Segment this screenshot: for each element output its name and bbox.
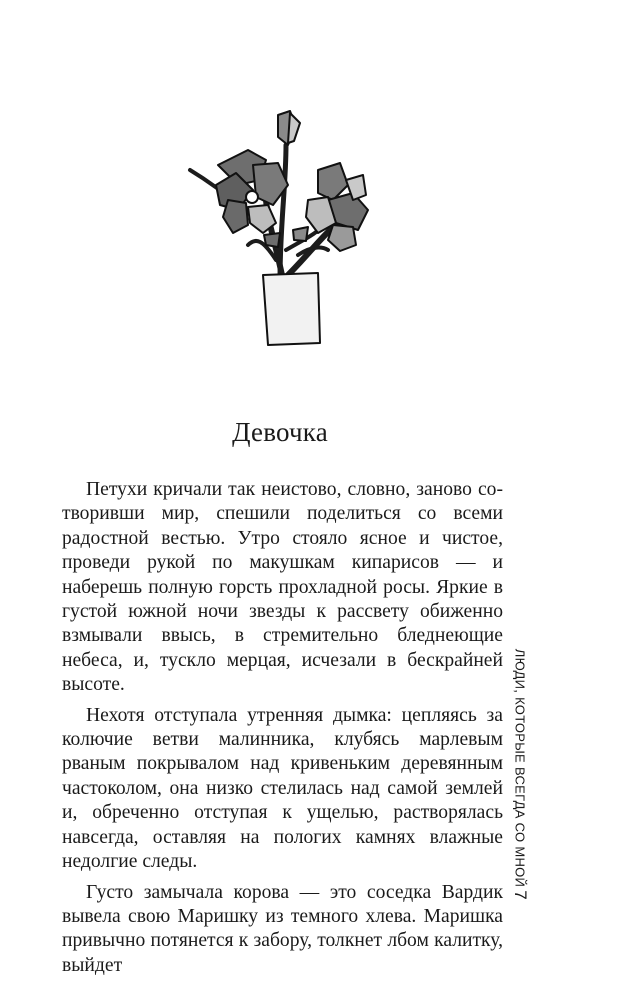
running-head	[500, 640, 540, 895]
paragraph: Петухи кричали так неистово, словно, заново сотворивши мир, спешили поделиться со всеми радостной вестью. Утро стояло ясное и чистое, проведи рукой по макушкам кипарисов — и наберешь полную горсть прохладной росы. Яркие в густой южной ночи звезды к рассвету обиженно взмывали ввысь, в стремительно бледнеющие небеса, и, тускло мерцая, исчезали в бескрайней высоте.	[62, 479, 503, 696]
page-number-text: 7	[511, 890, 530, 900]
paragraph: Густо замычала корова — это соседка Вардик вывела свою Маришку из темного хлева. Маришка привычно потянется к забору, толкнет лбом калитку, выйдет	[62, 881, 503, 976]
flower-vase-illustration	[168, 105, 378, 350]
paragraph: Нехотя отступала утренняя дымка: цепляясь за колючие ветви малинника, клубясь марлевым рваным покрывалом над кривеньким деревянным частоколом, она низко стелилась над самой землей и, обреченно отступая к ущелью, растворялась навсегда, оставляя на пологих камнях влажные недолгие следы.	[62, 704, 503, 873]
chapter-title: Девочка	[232, 417, 328, 447]
page-number	[500, 880, 540, 910]
running-head-text: ЛЮДИ, КОТОРЫЕ ВСЕГДА СО МНОЙ	[512, 648, 528, 887]
body-text	[62, 478, 503, 984]
